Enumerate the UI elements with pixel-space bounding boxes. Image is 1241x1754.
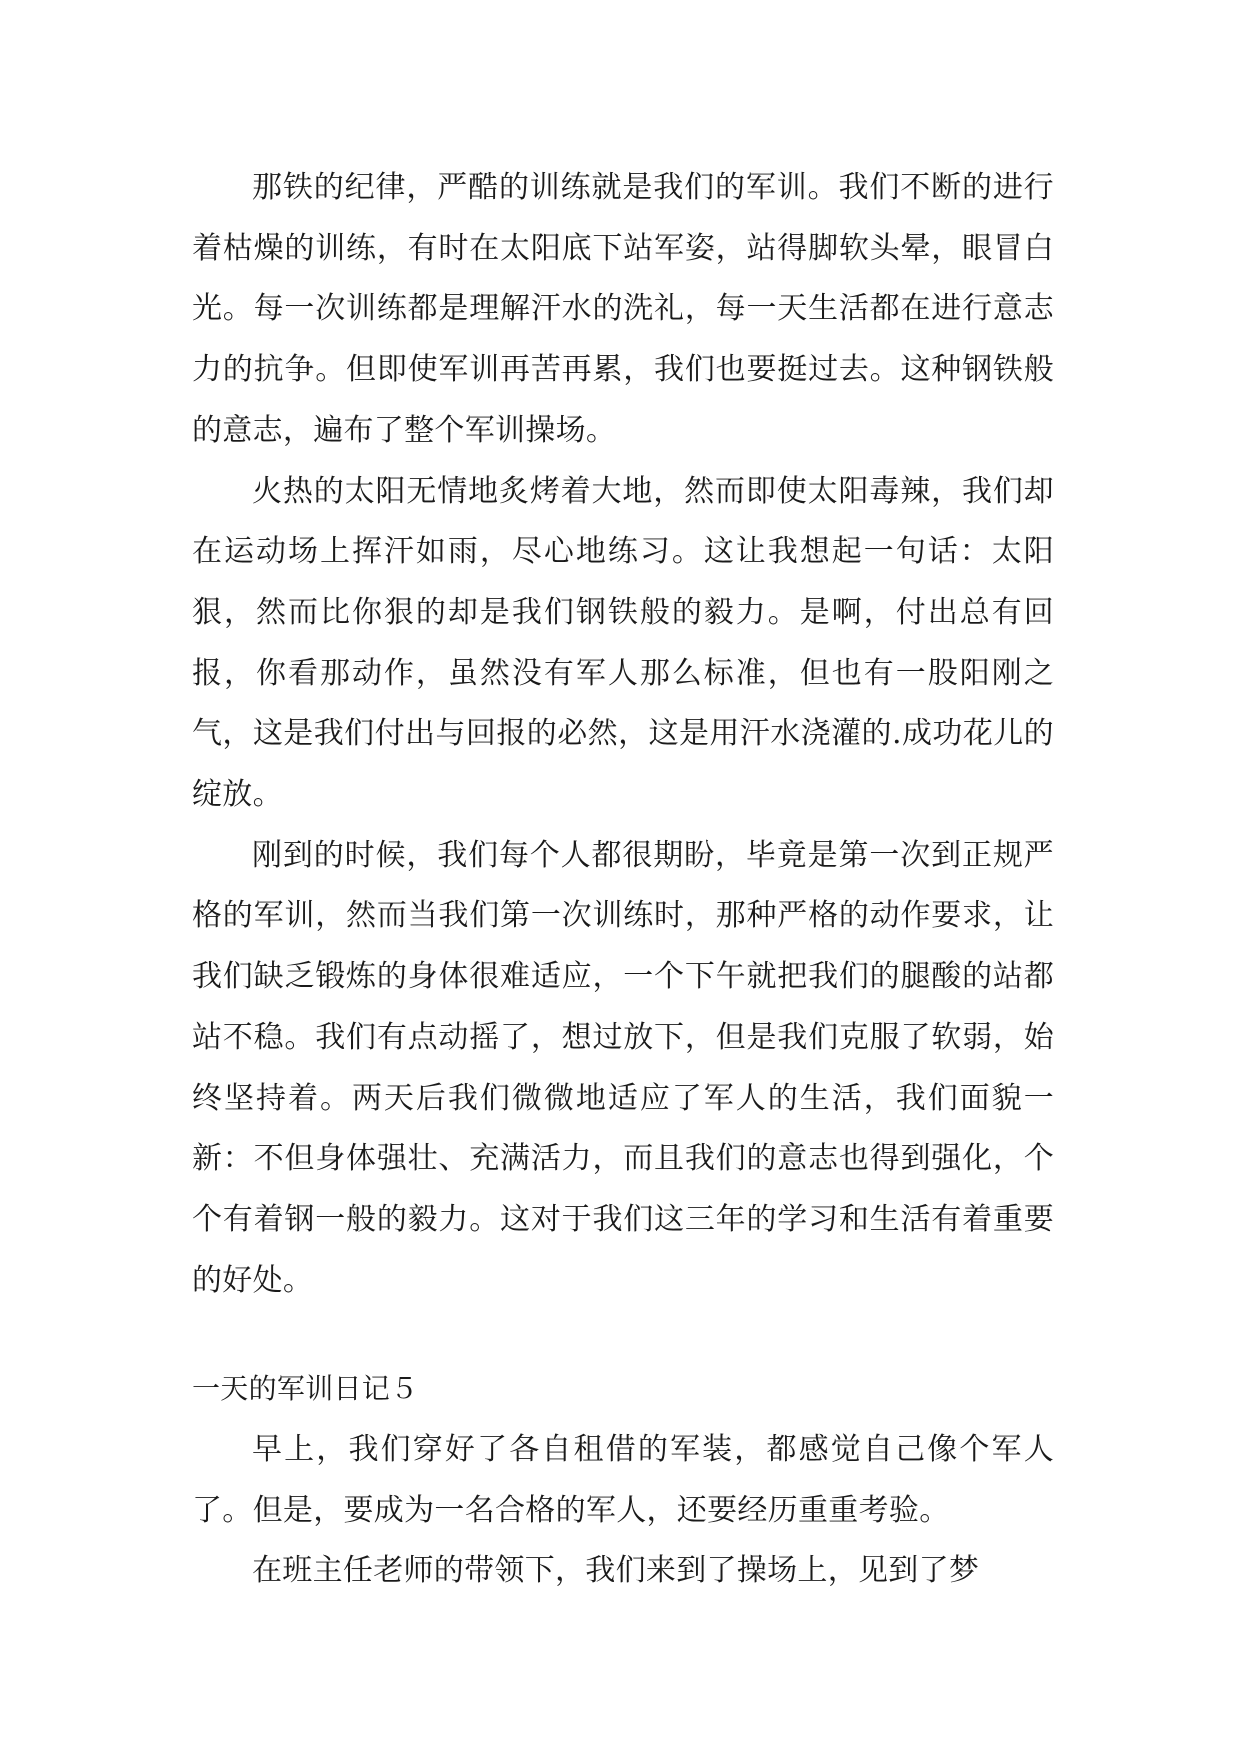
document-body — [192, 158, 1054, 1602]
paragraph-playground: 在班主任老师的带领下，我们来到了操场上，见到了梦 — [252, 1553, 980, 1589]
paragraph-sun: 火热的太阳无情地炙烤着大地，然而即使太阳毒辣，我们却在运动场上挥汗如雨，尽心地练习。这让我想起一句话：太阳狠，然而比你狠的却是我们钢铁般的毅力。是啊，付出总有回报，你看那动作，虽然没有军人那么标准，但也有一股阳刚之气，这是我们付出与回报的必然，这是用汗水浇灌的.成功花儿的绽放。 — [192, 473, 1054, 813]
section-spacer — [192, 1311, 1054, 1359]
paragraph-discipline: 那铁的纪律，严酷的训练就是我们的军训。我们不断的进行着枯燥的训练，有时在太阳底下站军姿，站得脚软头晕，眼冒白光。每一次训练都是理解汗水的洗礼，每一天生活都在进行意志力的抗争。但即使军训再苦再累，我们也要挺过去。这种钢铁般的意志，遍布了整个军训操场。 — [192, 170, 1054, 448]
section-title: 一天的军训日记５ — [192, 1372, 419, 1406]
paragraph-morning: 早上，我们穿好了各自租借的军装，都感觉自己像个军人了。但是，要成为一名合格的军人，还要经历重重考验。 — [192, 1432, 1054, 1528]
paragraph-first-arrival: 刚到的时候，我们每个人都很期盼，毕竟是第一次到正规严格的军训，然而当我们第一次训练时，那种严格的动作要求，让我们缺乏锻炼的身体很难适应，一个下午就把我们的腿酸的站都站不稳。我们有点动摇了，想过放下，但是我们克服了软弱，始终坚持着。两天后我们微微地适应了军人的生活，我们面貌一新：不但身体强壮、充满活力，而且我们的意志也得到强化，个个有着钢一般的毅力。这对于我们这三年的学习和生活有着重要的好处。 — [192, 837, 1054, 1298]
